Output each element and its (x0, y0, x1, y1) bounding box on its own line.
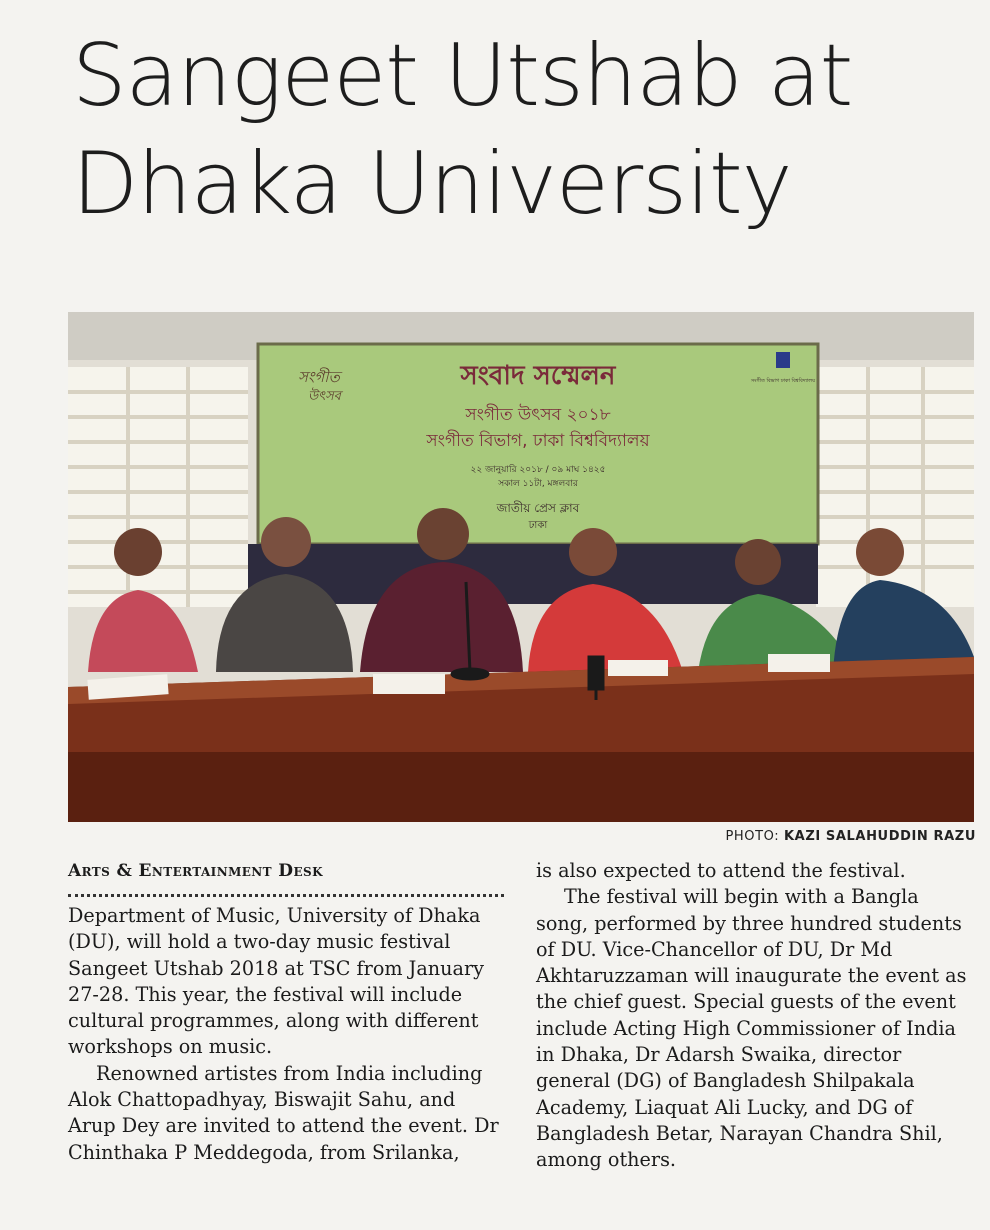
banner-time: সকাল ১১টা, মঙ্গলবার (498, 479, 578, 489)
article-column-right (536, 858, 976, 1174)
desk-byline: Arts & Entertainment Desk (68, 861, 323, 881)
banner-line-2: সংগীত বিভাগ, ঢাকা বিশ্ববিদ্যালয় (426, 431, 650, 451)
press-conference-photo (68, 312, 974, 822)
paragraph-1: Department of Music, University of Dhaka (DU), will hold a two-day music festival Sangeet Utshab 2018 at TSC from January 27-28. This year, the festival will include cultural programmes, along with different workshops on music. (68, 904, 484, 1059)
svg-text:উৎসব: উৎসব (308, 389, 341, 404)
banner-venue: জাতীয় প্রেস ক্লাব (496, 501, 580, 515)
headline-line-1: Sangeet Utshab at (72, 26, 853, 126)
left-window (68, 367, 248, 607)
headline (72, 22, 972, 238)
event-banner (258, 344, 818, 544)
credit-prefix: PHOTO: (725, 829, 780, 844)
banner-right-note: সংগীত বিভাগ ঢাকা বিশ্ববিদ্যালয় (750, 378, 816, 384)
svg-text:সংগীত: সংগীত (298, 368, 340, 386)
university-logo-icon (776, 352, 790, 368)
article-column-left (68, 858, 508, 1166)
photo-credit (725, 829, 976, 844)
dotted-divider (68, 884, 504, 897)
right-window (816, 367, 974, 607)
banner-title: সংবাদ সম্মেলন (460, 361, 616, 391)
headline-line-2: Dhaka University (72, 134, 792, 234)
paragraph-2-continued: is also expected to attend the festival. (536, 859, 906, 882)
paragraph-2: Renowned artistes from India including Alok Chattopadhyay, Biswajit Sahu, and Arup Dey are invited to attend the event. Dr Chinthaka P Meddegoda, from Srilanka, (68, 1061, 499, 1164)
banner-line-1: সংগীত উৎসব ২০১৮ (465, 405, 611, 425)
banner-city: ঢাকা (528, 520, 548, 531)
paragraph-3: The festival will begin with a Bangla song, performed by three hundred students of DU. Vice-Chancellor of DU, Dr Md Akhtaruzzaman will inaugurate the event as the chief guest. Special guests of the event include Acting High Commissioner of India in Dhaka, Dr Adarsh Swaika, director general (DG) of Bangladesh Shilpakala Academy, Liaquat Ali Lucky, and DG of Bangladesh Betar, Narayan Chandra Shil, among others. (536, 885, 967, 1172)
credit-name: KAZI SALAHUDDIN RAZU (783, 829, 976, 844)
banner-date: ২২ জানুয়ারি ২০১৮ / ০৯ মাঘ ১৪২৫ (470, 465, 606, 475)
